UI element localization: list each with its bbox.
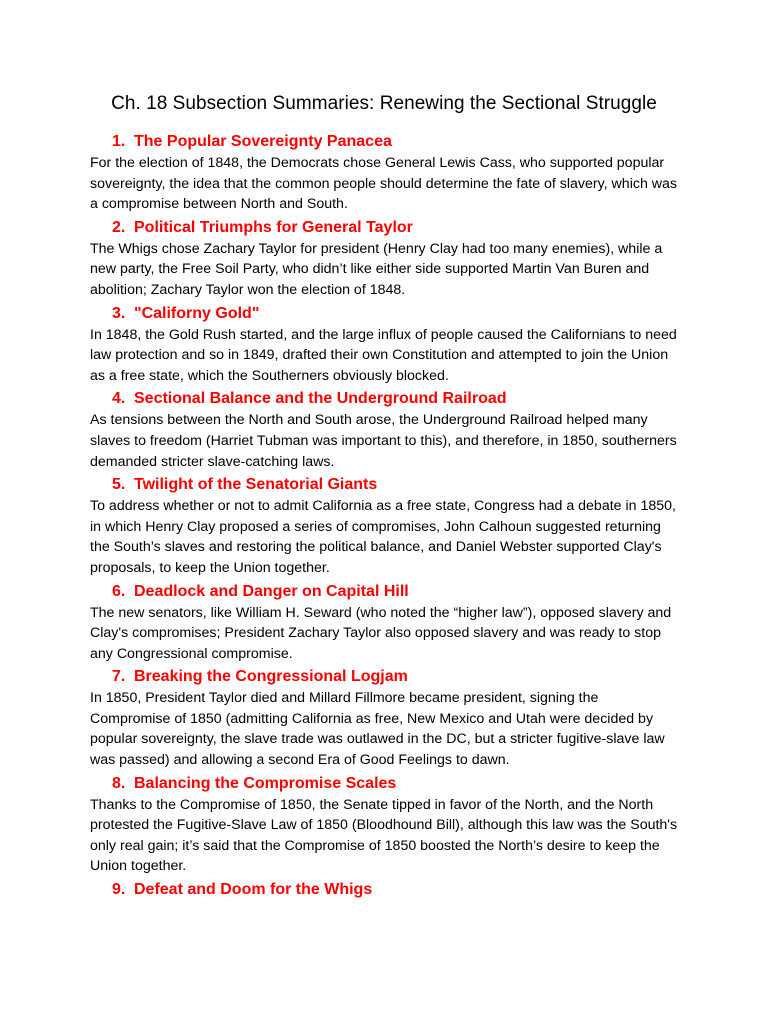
section-heading [90, 879, 678, 901]
section-number: 3. [112, 304, 126, 322]
section-title: Political Triumphs for General Taylor [134, 218, 413, 236]
section-number: 2. [112, 218, 126, 236]
section-heading [90, 474, 678, 496]
section-title: Defeat and Doom for the Whigs [134, 881, 373, 899]
section-title: The Popular Sovereignty Panacea [134, 133, 392, 150]
section-title: Breaking the Congressional Logjam [134, 668, 408, 686]
section-heading [90, 581, 678, 603]
section-number: 8. [112, 774, 126, 792]
section-title: "Californy Gold" [134, 304, 260, 322]
section-summary: In 1850, President Taylor died and Millard Fillmore became president, signing the Compromise of 1850 (admitting California as free, New Mexico and Utah were decided by popular sovereignty, the slave trade was outlawed in the DC, but a stricter fugitive-slave law was passed) and allowing a second Era of Good Feelings to dawn. [90, 690, 665, 769]
section-list [90, 131, 678, 901]
section-title: Deadlock and Danger on Capital Hill [134, 582, 409, 600]
section-heading [90, 303, 678, 325]
section-summary: To address whether or not to admit California as a free state, Congress had a debate in 1850, in which Henry Clay proposed a series of compromises, John Calhoun suggested returning the South’s slaves and restoring the political balance, and Daniel Webster supported Clay's proposals, to keep the Union together. [90, 498, 676, 576]
section-number: 4. [112, 390, 126, 408]
section-number: 5. [112, 476, 126, 494]
section-number: 1. [112, 133, 126, 150]
section-heading [90, 217, 678, 239]
section-summary: For the election of 1848, the Democrats chose General Lewis Cass, who supported popular sovereignty, the idea that the common people should determine the fate of slavery, which was a compromise between North and South. [90, 155, 678, 213]
document-title: Ch. 18 Subsection Summaries: Renewing the Sectional Struggle [111, 93, 657, 114]
section-summary: The Whigs chose Zachary Taylor for president (Henry Clay had too many enemies), while a new party, the Free Soil Party, who didn’t like either side supported Martin Van Buren and abolition; Zachary Taylor won the election of 1848. [90, 240, 663, 298]
section-number: 7. [112, 668, 126, 686]
section-heading [90, 666, 678, 688]
section-heading [90, 131, 678, 153]
section-summary: In 1848, the Gold Rush started, and the large influx of people caused the Californians to need law protection and so in 1849, drafted their own Constitution and attempted to join the Union as a free state, which the Southerners obviously blocked. [90, 326, 677, 384]
section-title: Sectional Balance and the Underground Railroad [134, 390, 507, 408]
section-summary: The new senators, like William H. Seward (who noted the “higher law”), opposed slavery and Clay's compromises; President Zachary Taylor also opposed slavery and was ready to stop any Congressional compromise. [90, 604, 672, 662]
section-title: Twilight of the Senatorial Giants [134, 476, 378, 494]
section-summary: Thanks to the Compromise of 1850, the Senate tipped in favor of the North, and the North protested the Fugitive-Slave Law of 1850 (Bloodhound Bill), although this law was the South's only real gain; it’s said that the Compromise of 1850 boosted the North’s desire to keep the Union together. [90, 796, 678, 875]
section-title: Balancing the Compromise Scales [134, 774, 397, 792]
section-number: 6. [112, 582, 126, 600]
section-heading [90, 388, 678, 410]
section-number: 9. [112, 881, 126, 899]
section-summary: As tensions between the North and South arose, the Underground Railroad helped many slaves to freedom (Harriet Tubman was important to this), and therefore, in 1850, southerners demanded stricter slave-catching laws. [90, 412, 677, 470]
section-heading [90, 773, 678, 795]
